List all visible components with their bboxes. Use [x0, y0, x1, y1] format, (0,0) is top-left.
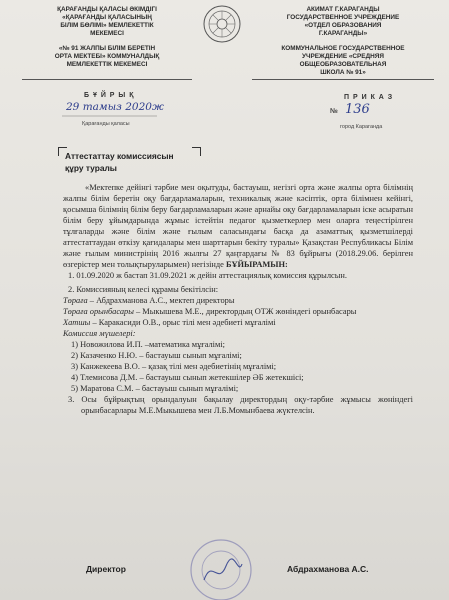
- header-line: МЕМЛЕКЕТТІК МЕКЕМЕСІ: [66, 61, 148, 68]
- title-bracket-right: [192, 147, 201, 156]
- header-left-kz: [22, 6, 192, 69]
- header-line: «№ 91 ЖАЛПЫ БІЛІМ БЕРЕТІН: [58, 45, 156, 52]
- header-line: БІЛІМ БӨЛІМІ» МЕМЛЕКЕТТІК: [60, 22, 154, 29]
- document-title: [65, 150, 174, 174]
- decree-heading: БҰЙЫРАМЫН:: [225, 260, 288, 269]
- vice-role: Төраға орынбасары: [63, 307, 134, 316]
- header-line: АКИМАТ Г.КАРАГАНДЫ: [306, 6, 380, 13]
- order-number-handwritten: 136: [345, 102, 370, 117]
- order-item-2: 2. Комиссияның келесі құрамы бекітілсін:: [68, 285, 219, 294]
- header-divider-right: [252, 79, 434, 80]
- secretary-text: – Каракасиди О.В., орыс тілі мен әдебиеті мұғалімі: [90, 318, 276, 327]
- member-item: 1) Новожилова И.П. –математика мұғалімі;: [71, 340, 225, 349]
- chair-text: – Абдрахманова А.С., мектеп директоры: [87, 296, 235, 305]
- header-line: ОБЩЕОБРАЗОВАТЕЛЬНАЯ: [299, 61, 387, 68]
- order-item-3: 3. Осы бұйрықтың орындалуын бақылау директордың оқу-тәрбие жұмысы жөніндегі орынбасарлары М.Е.Мыкышева мен Л.Б.Момынбаева жүктелсін.: [68, 395, 413, 415]
- signature-name: Абдрахманова А.С.: [287, 564, 369, 574]
- order-item-1: 1. 01.09.2020 ж бастап 31.09.2021 ж дейін аттестациялық комиссия құрылсын.: [68, 271, 347, 280]
- header-right-ru: [248, 6, 438, 77]
- city-kz: Қарағанды қаласы: [82, 121, 130, 127]
- city-ru: город Караганда: [340, 124, 383, 130]
- chair-line: [63, 295, 413, 306]
- chair-role: Төраға: [63, 296, 88, 305]
- header-line: ОРТА МЕКТЕБІ» КОММУНАЛДЫҚ: [54, 53, 160, 60]
- order-label-ru: П Р И К А З: [344, 94, 394, 101]
- header-line: ҚАРАҒАНДЫ ҚАЛАСЫ ӘКІМДІГІ: [57, 6, 157, 13]
- header-divider-left: [22, 79, 192, 80]
- member-item: 2) Казаченко Н.Ю. – бастауыш сынып мұғалімі;: [71, 351, 242, 360]
- order-date-handwritten: 29 тамыз 2020ж: [66, 101, 164, 113]
- header-line: «ҚАРАҒАНДЫ ҚАЛАСЫНЫҢ: [62, 14, 152, 21]
- header-line: «ОТДЕЛ ОБРАЗОВАНИЯ: [304, 22, 382, 29]
- number-prefix: №: [330, 108, 338, 115]
- member-item: 3) Канжекеева В.О. – қазақ тілі мен әдебиетінің мұғалімі;: [71, 362, 277, 371]
- header-line: Г.КАРАГАНДЫ»: [318, 30, 368, 37]
- order-label-kz: Б Ұ Й Р Ы Қ: [84, 92, 135, 99]
- header-line: УЧРЕЖДЕНИЕ «СРЕДНЯЯ: [302, 53, 384, 60]
- header-line: ШКОЛА № 91»: [320, 69, 366, 76]
- title-line: Аттестаттау комиссиясын: [65, 151, 174, 161]
- signature-title: Директор: [86, 564, 126, 574]
- header-line: КОММУНАЛЬНОЕ ГОСУДАРСТВЕННОЕ: [281, 45, 405, 52]
- preamble-text: «Мектепке дейінгі тәрбие мен оқытуды, бастауыш, негізгі орта және жалпы орта білімнің жалпы білім беретін оқу бағдарламаларын, техникалық және кәсіптік, орта білімнен кейінгі, қосымша білімнің білім беру бағдарламаларын және арнайы оқу бағдарламаларын іске асыратын білім беру ұйымдарында жұмыс істейтін педагог қызметкерлер мен оларға теңестірілген тұлғаларды және білім және ғылым саласындағы басқа да азаматтық қызметшілерді аттестаттаудан өткізу қағидалары мен шарттарын бекіту туралы» Қазақстан Республикасы Білім және ғылым министрінің 2016 жылғы 27 қаңтардағы № 83 бұйрығы (2018.29.06. берілген өзгерістер мен толықтыруларымен) негізінде: [63, 183, 413, 269]
- secretary-role: Хатшы: [63, 318, 91, 327]
- vice-line: [63, 306, 413, 317]
- member-item: 5) Маратова С.М. – бастауыш сынып мұғалімі;: [71, 384, 239, 393]
- members-label: Комиссия мүшелері:: [63, 329, 136, 338]
- secretary-line: [63, 317, 413, 328]
- document-body: [63, 182, 413, 416]
- date-underline: [62, 114, 157, 118]
- member-item: 4) Тлемисова Д.М. – бастауыш сынып жетекшілер ӘБ жетекшісі;: [71, 373, 304, 382]
- school-stamp-icon: [186, 536, 256, 600]
- kazakhstan-emblem-icon: [202, 4, 242, 44]
- header-line: МЕКЕМЕСІ: [90, 30, 124, 37]
- title-line: құру туралы: [65, 163, 117, 173]
- vice-text: – Мыкышева М.Е., директордың ОТЖ жөніндегі орынбасары: [133, 307, 357, 316]
- header-line: ГОСУДАРСТВЕННОЕ УЧРЕЖДЕНИЕ: [286, 14, 400, 21]
